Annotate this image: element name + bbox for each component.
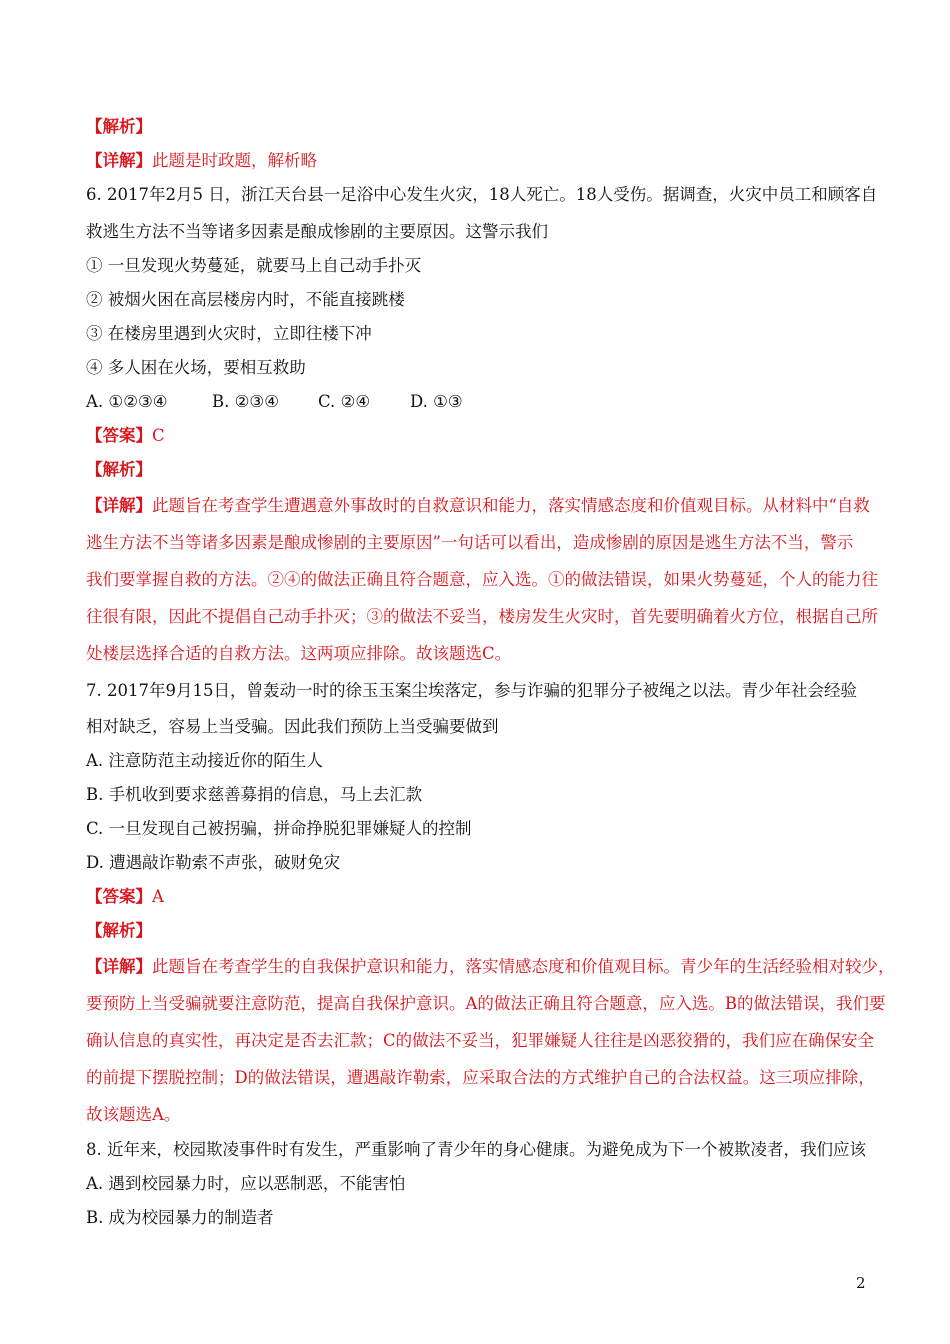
q5-detail-label: 【详解】 <box>86 151 152 170</box>
q6-detail-line-5: 处楼层选择合适的自救方法。这两项应排除。故该题选C。 <box>86 644 512 663</box>
q7-stem-line-2: 相对缺乏，容易上当受骗。因此我们预防上当受骗要做到 <box>86 717 499 736</box>
q7-answer-label: 【答案】 <box>86 887 152 906</box>
q6-detail-label: 【详解】 <box>86 496 152 515</box>
q6-detail-line-2: 逃生方法不当等诸多因素是酿成惨剧的主要原因”一句话可以看出，造成惨剧的原因是逃生方法不当，警示 <box>86 533 854 552</box>
q6-detail-line-4: 往很有限，因此不提倡自己动手扑灭；③的做法不妥当，楼房发生火灾时，首先要明确着火方位，根据自己所 <box>86 607 878 626</box>
q7-analysis-label: 【解析】 <box>86 921 152 940</box>
q6-option-b: B. ②③④ <box>212 392 279 411</box>
q6-analysis-label: 【解析】 <box>86 460 152 479</box>
q6-answer-label: 【答案】 <box>86 426 152 445</box>
q6-option-a: A. ①②③④ <box>86 392 168 411</box>
q7-detail-line-3: 确认信息的真实性，再决定是否去汇款；C的做法不妥当，犯罪嫌疑人往往是凶恶狡猾的，我们应在确保安全 <box>86 1031 875 1050</box>
q7-option-c: C. 一旦发现自己被拐骗，拼命挣脱犯罪嫌疑人的控制 <box>86 819 472 838</box>
q6-detail-line-3: 我们要掌握自救的方法。②④的做法正确且符合题意，应入选。①的做法错误，如果火势蔓延，个人的能力往 <box>86 570 878 589</box>
q7-detail-line-5: 故该题选A。 <box>86 1105 181 1124</box>
q6-item-2: ② 被烟火困在高层楼房内时，不能直接跳楼 <box>86 290 405 309</box>
q7-detail-label: 【详解】 <box>86 957 152 976</box>
q5-detail-text: 此题是时政题，解析略 <box>152 151 317 170</box>
q6-answer <box>86 424 165 448</box>
q6-option-c: C. ②④ <box>318 392 371 411</box>
q5-analysis-label: 【解析】 <box>86 117 152 136</box>
q7-answer <box>86 885 164 909</box>
q7-detail-line-2: 要预防上当受骗就要注意防范，提高自我保护意识。A的做法正确且符合题意，应入选。B的做法错误，我们要 <box>86 994 886 1013</box>
q6-option-d: D. ①③ <box>410 392 463 411</box>
q7-detail-line-1 <box>86 955 895 979</box>
q6-item-4: ④ 多人困在火场，要相互救助 <box>86 358 306 377</box>
q7-detail-text-1: 此题旨在考查学生的自我保护意识和能力，落实情感态度和价值观目标。青少年的生活经验相对较少， <box>152 957 895 976</box>
q8-option-b: B. 成为校园暴力的制造者 <box>86 1208 274 1227</box>
q6-stem-line-2: 救逃生方法不当等诸多因素是酿成惨剧的主要原因。这警示我们 <box>86 222 548 241</box>
q6-item-1: ① 一旦发现火势蔓延，就要马上自己动手扑灭 <box>86 256 422 275</box>
q8-option-a: A. 遇到校园暴力时，应以恶制恶，不能害怕 <box>86 1174 406 1193</box>
q7-detail-line-4: 的前提下摆脱控制；D的做法错误，遭遇敲诈勒索，应采取合法的方式维护自己的合法权益。这三项应排除， <box>86 1068 875 1087</box>
q7-option-d: D. 遭遇敲诈勒索不声张，破财免灾 <box>86 853 341 872</box>
q7-stem-line-1: 7. 2017年9月15日，曾轰动一时的徐玉玉案尘埃落定，参与诈骗的犯罪分子被绳之以法。青少年社会经验 <box>86 681 857 700</box>
q8-stem-line-1: 8. 近年来，校园欺凌事件时有发生，严重影响了青少年的身心健康。为避免成为下一个被欺凌者，我们应该 <box>86 1140 866 1159</box>
q6-stem-line-1: 6. 2017年2月5 日，浙江天台县一足浴中心发生火灾，18人死亡。18人受伤。据调查，火灾中员工和顾客自 <box>86 185 878 204</box>
q7-answer-value: A <box>152 887 164 906</box>
q6-options <box>86 390 463 414</box>
q7-option-a: A. 注意防范主动接近你的陌生人 <box>86 751 323 770</box>
q6-item-3: ③ 在楼房里遇到火灾时，立即往楼下冲 <box>86 324 372 343</box>
q5-detail <box>86 149 317 173</box>
q6-detail-text-1: 此题旨在考查学生遭遇意外事故时的自救意识和能力，落实情感态度和价值观目标。从材料中“自救 <box>152 496 870 515</box>
q6-detail-line-1 <box>86 494 870 518</box>
q6-answer-value: C <box>152 426 165 445</box>
page-number: 2 <box>856 1274 866 1292</box>
q7-option-b: B. 手机收到要求慈善募捐的信息，马上去汇款 <box>86 785 423 804</box>
